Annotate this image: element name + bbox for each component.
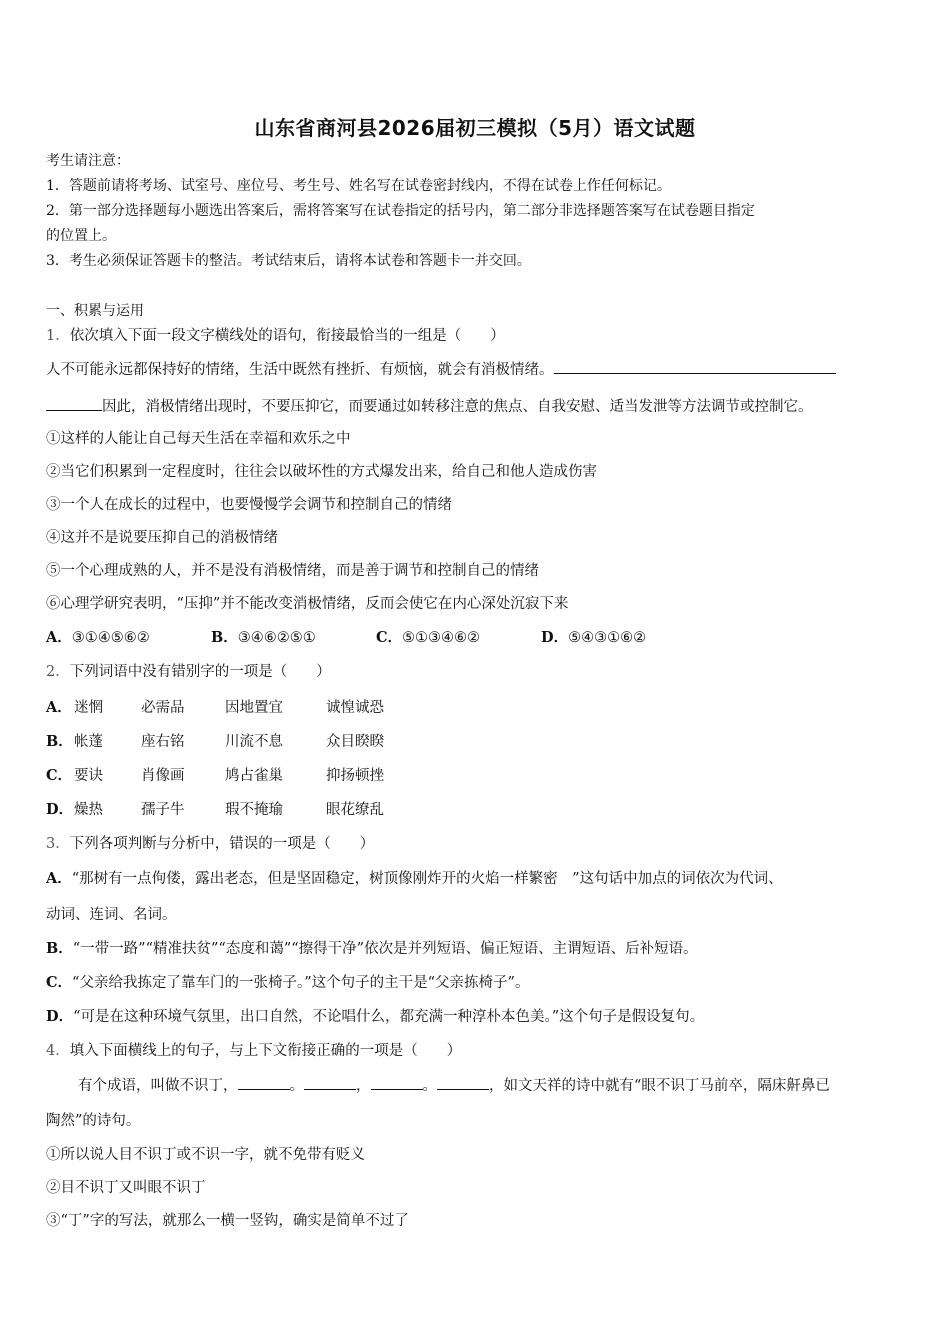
sentence-item: ③“丁”字的写法，就那么一横一竖钩，确实是简单不过了 [46,1213,409,1229]
notice-item: 的位置上。 [46,228,116,244]
passage-text: 人不可能永远都保持好的情绪，生活中既然有挫折、有烦恼，就会有消极情绪。 [46,362,554,378]
option-d[interactable]: D．“可是在这种环境气氛里，出口自然，不论唱什么，都充满一种淳朴本色美。”这个句子是假设复句。 [46,1008,705,1025]
option-d[interactable]: D．燥热 孺子牛 瑕不掩瑜 眼花缭乱 [46,801,384,818]
option-b[interactable]: B．“一带一路”“精准扶贫”“态度和蔼”“擦得干净”依次是并列短语、偏正短语、主谓短语、后补短语。 [46,940,698,957]
notice-item: 2．第一部分选择题每小题选出答案后，需将答案写在试卷指定的括号内，第二部分非选择题答案写在试卷题目指定 [46,203,755,219]
passage-text: 因此，消极情绪出现时，不要压抑它，而要通过如转移注意的焦点、自我安慰、适当发泄等方法调节或控制它。 [102,399,813,415]
notice-heading: 考生请注意： [46,153,130,169]
question-text: 依次填入下面一段文字横线处的语句，衔接最恰当的一组是（ ） [69,328,505,344]
question-4-passage: 有个成语，叫做不识丁， 。 ， 。 ，如文天祥的诗中就有“眼不识丁马前卒，隔床鼾鼻已 [78,1075,830,1096]
section-heading: 一、积累与运用 [46,303,144,319]
question-1-passage [46,359,836,380]
sentence-item: ⑤一个心理成熟的人，并不是没有消极情绪，而是善于调节和控制自己的情绪 [46,563,539,579]
sentence-item: ②目不识丁又叫眼不识丁 [46,1180,206,1196]
option-b[interactable]: B．③④⑥②⑤① [211,629,316,646]
answer-blank [554,359,836,374]
notice-item: 3．考生必须保证答题卡的整洁。考试结束后，请将本试卷和答题卡一并交回。 [46,253,531,269]
answer-blank [371,1075,423,1090]
option-c[interactable]: C．⑤①③④⑥② [376,629,481,646]
option-b[interactable]: B．帐蓬 座右铭 川流不息 众目睽睽 [46,733,384,750]
sentence-item: ⑥心理学研究表明，“压抑”并不能改变消极情绪，反而会使它在内心深处沉寂下来 [46,596,569,612]
question-2-stem [46,662,331,682]
notice-item: 1．答题前请将考场、试室号、座位号、考生号、姓名写在试卷密封线内，不得在试卷上作任何标记。 [46,178,671,194]
answer-blank [304,1075,356,1090]
answer-blank [437,1075,489,1090]
answer-blank [238,1075,290,1090]
sentence-item: ①所以说人目不识丁或不识一字，就不免带有贬义 [46,1147,365,1163]
sentence-item: ②当它们积累到一定程度时，往往会以破坏性的方式爆发出来，给自己和他人造成伤害 [46,464,597,480]
question-number: 3． [46,836,70,852]
question-4-stem [46,1041,461,1061]
sentence-item: ①这样的人能让自己每天生活在幸福和欢乐之中 [46,431,351,447]
option-c[interactable]: C．“父亲给我拣定了靠车门的一张椅子。”这个句子的主干是“父亲拣椅子”。 [46,974,530,991]
answer-blank [46,396,102,411]
question-text: 填入下面横线上的句子，与上下文衔接正确的一项是（ ） [69,1043,462,1059]
question-number: 2． [46,664,70,680]
option-a[interactable]: A．“那树有一点佝偻，露出老态，但是坚固稳定，树顶像刚炸开的火焰一样繁密 ”这句话中加点的词依次为代词、 [46,870,783,887]
sentence-item: ④这并不是说要压抑自己的消极情绪 [46,530,278,546]
option-a-cont: 动词、连词、名词。 [46,907,177,923]
question-1-stem [46,326,505,346]
question-text: 下列词语中没有错别字的一项是（ ） [69,664,331,680]
question-1-options [46,628,646,648]
question-number: 1． [46,328,70,344]
question-3-stem [46,834,374,854]
option-a[interactable]: A． 迷惘 必需品 因地置宜 诚惶诚恐 [46,699,384,716]
option-a[interactable]: A．③①④⑤⑥② [46,629,150,646]
question-1-passage-cont [46,396,813,417]
question-number: 4． [46,1043,70,1059]
question-4-passage-cont: 陶然”的诗句。 [46,1113,141,1129]
option-c[interactable]: C． 要诀 肖像画 鸠占雀巢 抑扬顿挫 [46,767,384,784]
sentence-item: ③一个人在成长的过程中，也要慢慢学会调节和控制自己的情绪 [46,497,452,513]
page-title: 山东省商河县2026届初三模拟（5月）语文试题 [254,116,696,140]
option-d[interactable]: D．⑤④③①⑥② [541,629,647,646]
question-text: 下列各项判断与分析中，错误的一项是（ ） [69,836,375,852]
